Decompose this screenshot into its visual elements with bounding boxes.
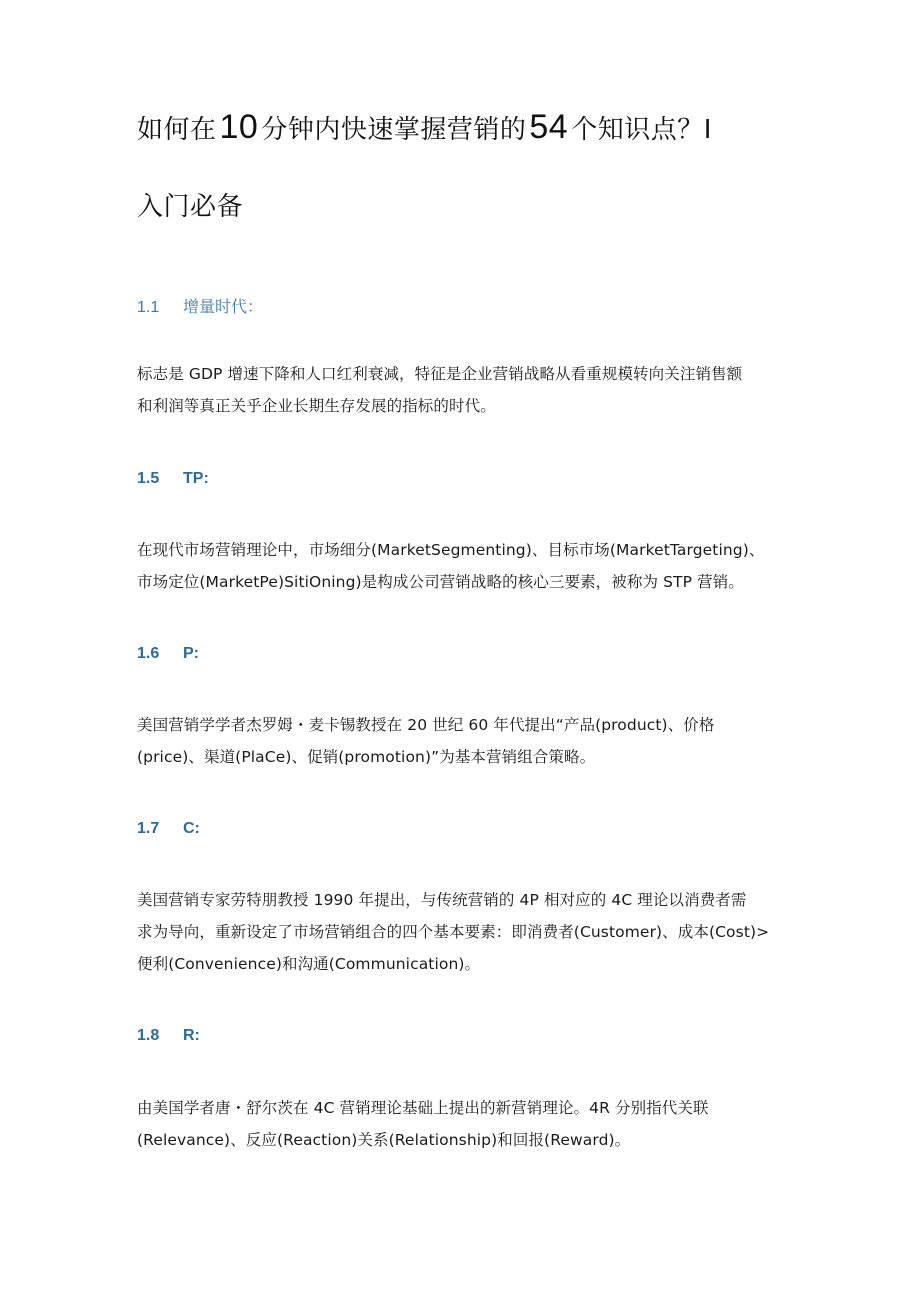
section-title: C: bbox=[183, 820, 200, 837]
paragraph-line: (Relevance)、反应(Reaction)关系(Relationship)和回报(Reward)。 bbox=[137, 1131, 631, 1149]
title-text-1: 如何在 bbox=[137, 115, 217, 145]
title-text-3: 个知识点？I bbox=[571, 115, 712, 145]
paragraph-line: 美国营销学学者杰罗姆・麦卡锡教授在 20 世纪 60 年代提出“产品(product)、价格 bbox=[137, 716, 715, 734]
section-title: 增量时代： bbox=[183, 297, 264, 316]
section-paragraph bbox=[137, 358, 797, 422]
section-heading bbox=[137, 1027, 200, 1045]
section-heading bbox=[137, 820, 200, 838]
paragraph-line: 标志是 GDP 增速下降和人口红利衰减，特征是企业营销战略从看重规模转向关注销售额 bbox=[137, 365, 743, 383]
section-paragraph bbox=[137, 534, 797, 598]
title-number-10: 10 bbox=[219, 108, 259, 146]
title-number-54: 54 bbox=[529, 108, 569, 146]
section-heading bbox=[137, 470, 209, 488]
document-title-line-2: 入门必备 bbox=[137, 192, 244, 222]
section-number: 1.5 bbox=[137, 470, 160, 487]
title-text-2: 分钟内快速掌握营销的 bbox=[261, 115, 527, 145]
section-number: 1.7 bbox=[137, 820, 160, 837]
paragraph-line: 在现代市场营销理论中，市场细分(MarketSegmenting)、目标市场(MarketTargeting)、 bbox=[137, 541, 765, 559]
paragraph-line: 美国营销专家劳特朋教授 1990 年提出，与传统营销的 4P 相对应的 4C 理论以消费者需 bbox=[137, 891, 747, 909]
section-heading bbox=[137, 645, 199, 663]
section-title: P: bbox=[183, 645, 199, 662]
section-paragraph bbox=[137, 1092, 797, 1156]
section-title: TP: bbox=[183, 470, 209, 487]
paragraph-line: (price)、渠道(PlaCe)、促销(promotion)”为基本营销组合策略。 bbox=[137, 748, 596, 766]
paragraph-line: 便利(Convenience)和沟通(Communication)。 bbox=[137, 955, 481, 973]
document-title-line-1 bbox=[137, 108, 712, 147]
section-number: 1.6 bbox=[137, 645, 160, 662]
paragraph-line: 由美国学者唐・舒尔茨在 4C 营销理论基础上提出的新营销理论。4R 分别指代关联 bbox=[137, 1099, 709, 1117]
paragraph-line: 市场定位(MarketPe)SitiOning)是构成公司营销战略的核心三要素，被称为 STP 营销。 bbox=[137, 573, 744, 591]
section-paragraph bbox=[137, 884, 797, 980]
section-heading bbox=[137, 294, 263, 317]
section-paragraph bbox=[137, 709, 797, 773]
section-title: R: bbox=[183, 1027, 200, 1044]
section-number: 1.1 bbox=[137, 299, 160, 316]
paragraph-line: 求为导向，重新设定了市场营销组合的四个基本要素：即消费者(Customer)、成本(Cost)> bbox=[137, 923, 770, 941]
paragraph-line: 和利润等真正关乎企业长期生存发展的指标的时代。 bbox=[137, 397, 496, 415]
section-number: 1.8 bbox=[137, 1027, 160, 1044]
